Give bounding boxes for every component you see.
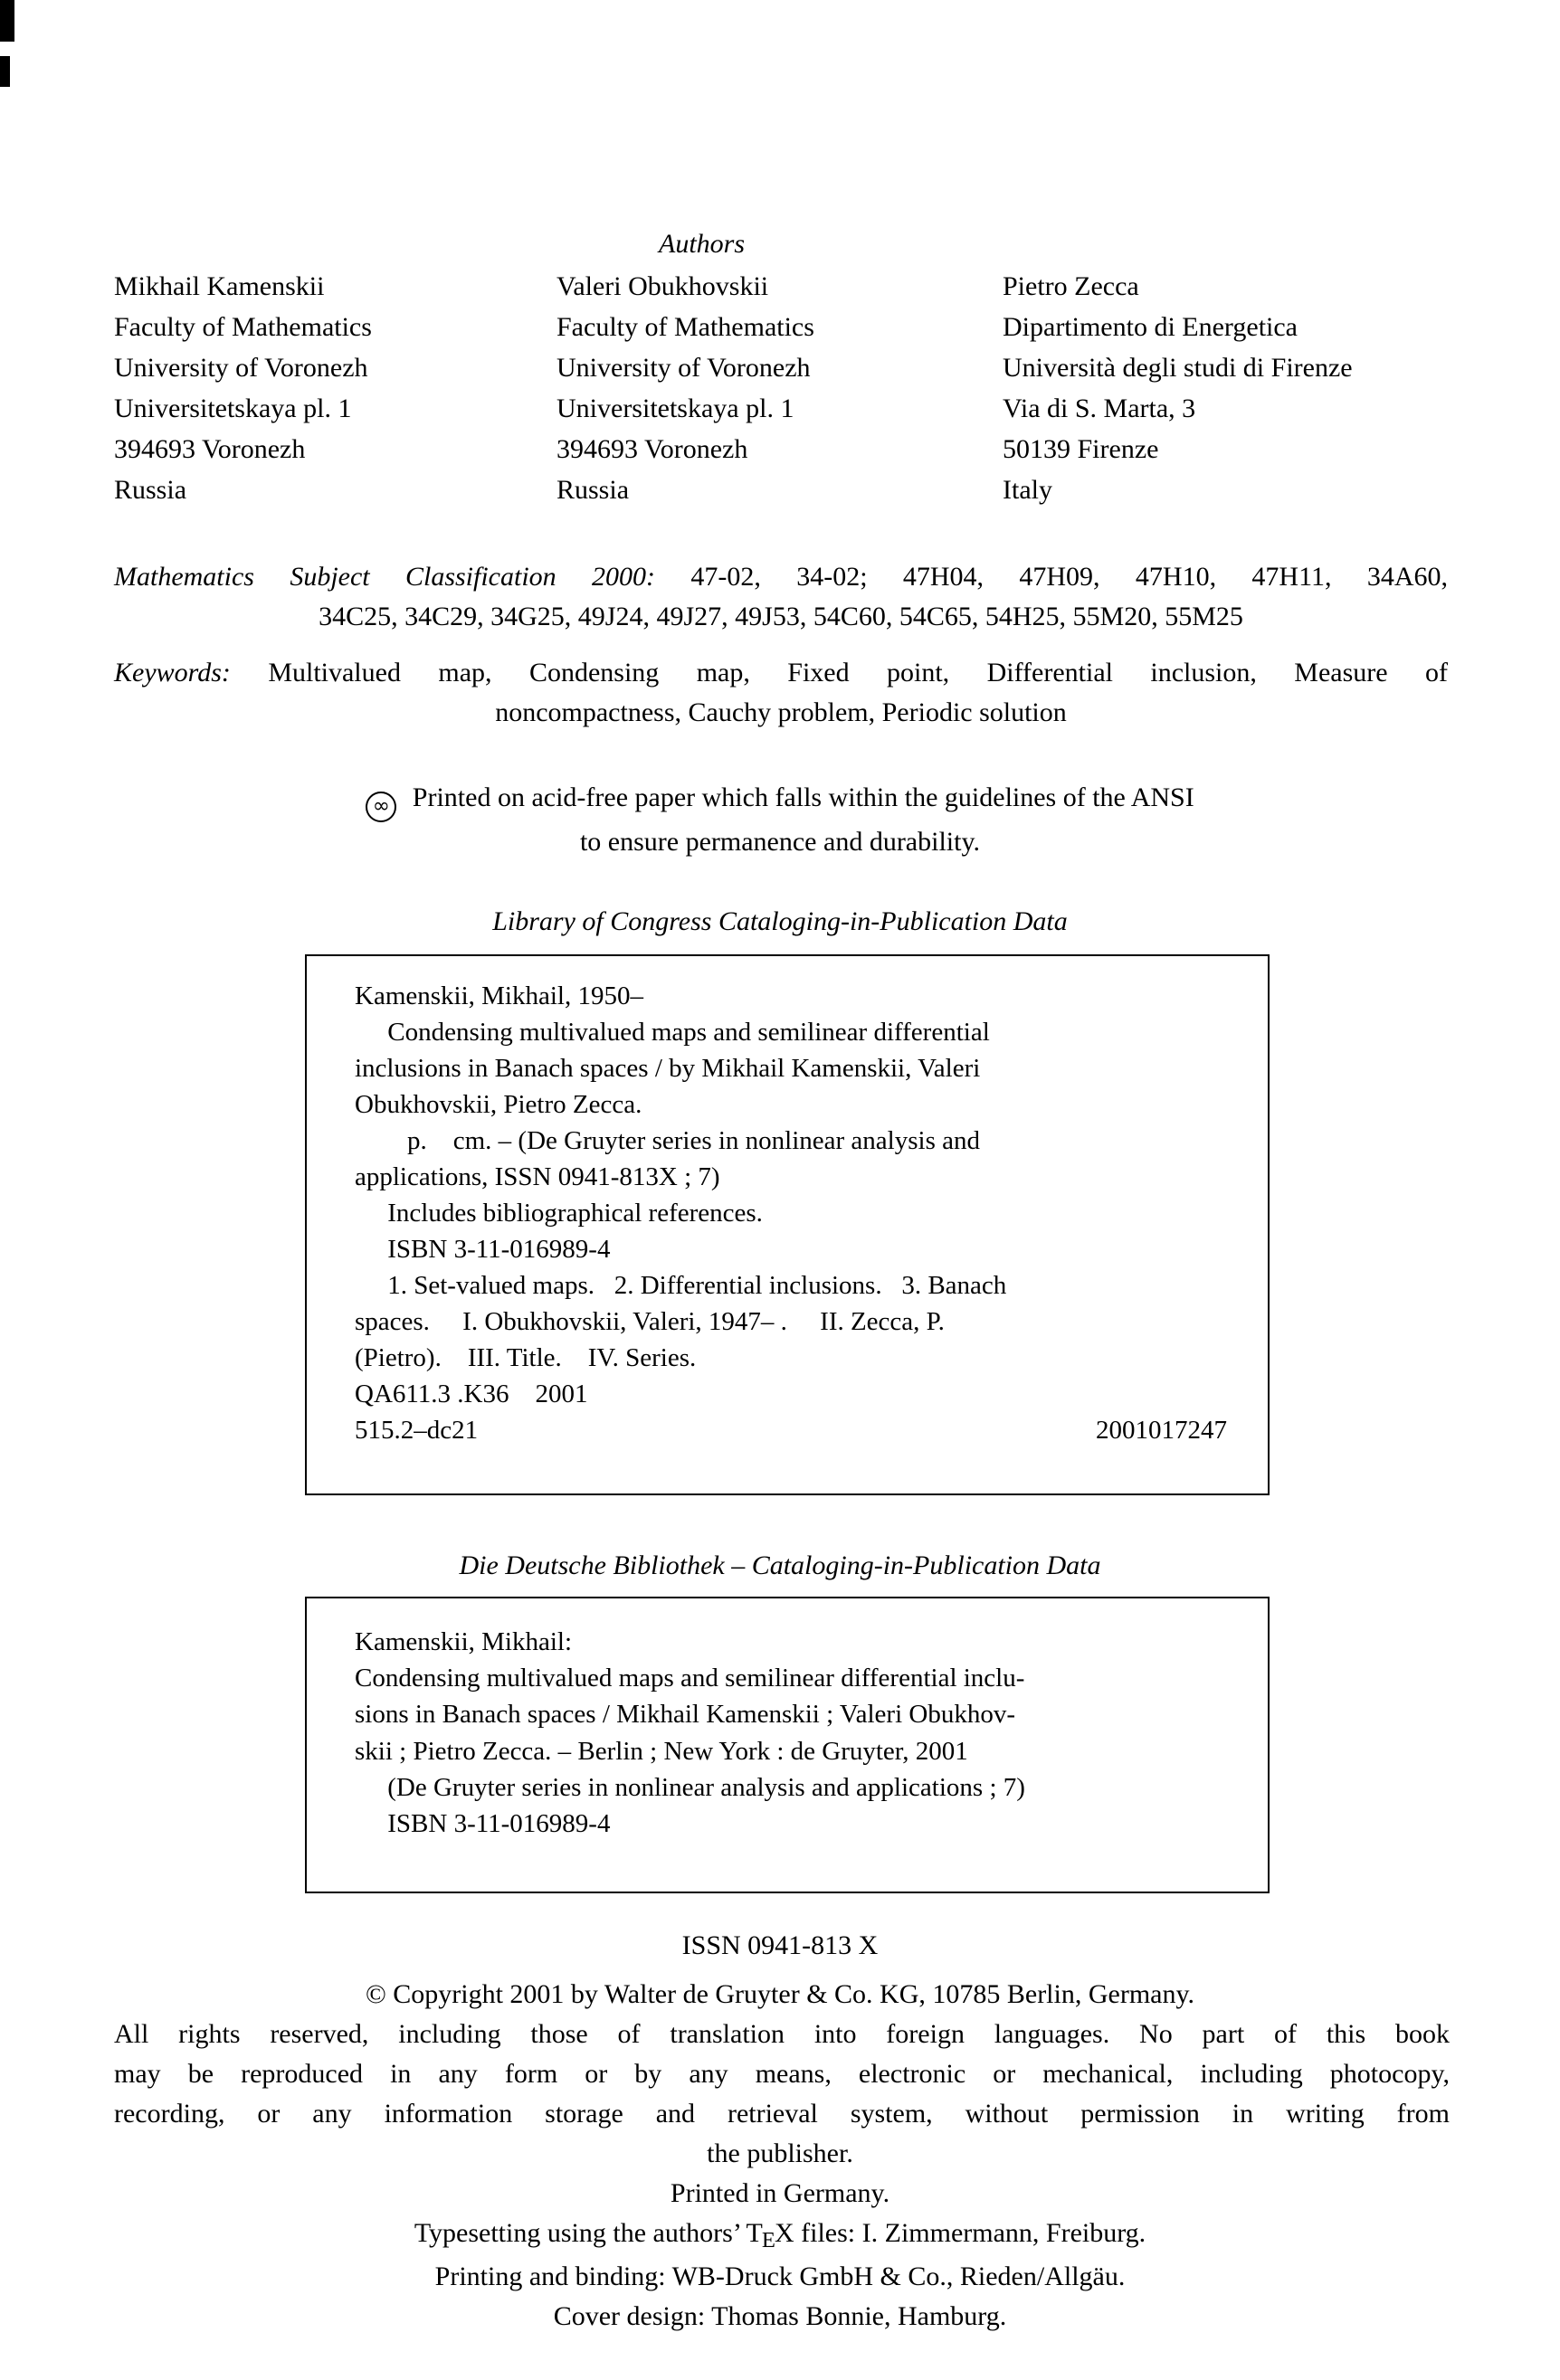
author-line: Universitetskaya pl. 1	[114, 394, 352, 424]
author-line: Dipartimento di Energetica	[1003, 312, 1298, 343]
printing-binding-line: Printing and binding: WB-Druck GmbH & Co., Rieden/Allgäu.	[434, 2261, 1126, 2292]
authors-block	[0, 266, 1560, 510]
author-line: Mikhail Kamenskii	[114, 271, 325, 302]
cip-line: 1. Set-valued maps. 2. Differential inclusions. 3. Banach	[355, 1271, 1007, 1301]
author-line: 394693 Voronezh	[114, 434, 306, 465]
copyright-line: © Copyright 2001 by Walter de Gruyter & Co. KG, 10785 Berlin, Germany.	[365, 1978, 1195, 2009]
author-line: 50139 Firenze	[1003, 434, 1159, 465]
acid-free-notice	[0, 778, 1560, 862]
cip-line: Condensing multivalued maps and semilinear differential inclu-	[355, 1664, 1025, 1693]
cip-line: (De Gruyter series in nonlinear analysis and applications ; 7)	[355, 1772, 1025, 1802]
author-line: 394693 Voronezh	[556, 434, 748, 465]
msc-block	[114, 557, 1448, 637]
cip-line: Obukhovskii, Pietro Zecca.	[355, 1090, 642, 1120]
cip-line	[355, 1412, 1227, 1448]
rights-line: recording, or any information storage and retrieval system, without permission in writing from	[114, 2098, 1450, 2129]
author-line: Universitetskaya pl. 1	[556, 394, 794, 424]
cip-line: ISBN 3-11-016989-4	[355, 1235, 611, 1265]
author-line: Valeri Obukhovskii	[556, 271, 769, 302]
cip-line: p. cm. – (De Gruyter series in nonlinear analysis and	[355, 1126, 980, 1156]
cip-line: Kamenskii, Mikhail:	[355, 1627, 573, 1657]
cip-line: ISBN 3-11-016989-4	[355, 1808, 611, 1838]
rights-line: All rights reserved, including those of translation into foreign languages. No part of this book	[114, 2018, 1450, 2049]
cip-line: spaces. I. Obukhovskii, Valeri, 1947– . II. Zecca, P.	[355, 1307, 945, 1337]
tex-logo-e: E	[761, 2228, 775, 2253]
keywords-label: Keywords:	[114, 658, 231, 688]
msc-label: Mathematics Subject Classification 2000:	[114, 562, 655, 593]
author-line: Russia	[114, 475, 187, 506]
dewey-number: 515.2–dc21	[355, 1416, 479, 1446]
author-line: University of Voronezh	[556, 353, 811, 384]
typesetting-text-2: X files: I. Zimmermann, Freiburg.	[774, 2218, 1146, 2249]
cip-line: sions in Banach spaces / Mikhail Kamenskii ; Valeri Obukhov-	[355, 1700, 1015, 1730]
author-column-obukhovskii	[556, 266, 1003, 510]
imprint-section	[0, 1926, 1560, 2337]
ddb-cip-heading: Die Deutsche Bibliothek – Cataloging-in-Publication Data	[459, 1550, 1101, 1581]
acid-free-line-1	[0, 778, 1560, 822]
author-column-kamenskii	[114, 266, 556, 510]
author-line: Pietro Zecca	[1003, 271, 1139, 302]
keywords-list: Multivalued map, Condensing map, Fixed point, Differential inclusion, Measure of	[268, 658, 1449, 688]
author-line: Faculty of Mathematics	[556, 312, 814, 343]
issn-line: ISSN 0941-813 X	[681, 1930, 879, 1960]
loc-cip-heading: Library of Congress Cataloging-in-Publication Data	[492, 906, 1068, 937]
author-line: University of Voronezh	[114, 353, 368, 384]
cip-line: Includes bibliographical references.	[355, 1199, 763, 1228]
ddb-cip-box	[305, 1597, 1270, 1892]
acid-free-paper-icon: ∞	[366, 792, 396, 822]
keywords-line-2: noncompactness, Cauchy problem, Periodic solution	[495, 697, 1067, 728]
msc-line-2: 34C25, 34C29, 34G25, 49J24, 49J27, 49J53, 54C60, 54C65, 54H25, 55M20, 55M25	[319, 602, 1243, 632]
author-line: Italy	[1003, 475, 1052, 506]
loc-cip-box	[305, 954, 1270, 1495]
cip-line: Condensing multivalued maps and semilinear differential	[355, 1018, 990, 1048]
author-line: Università degli studi di Firenze	[1003, 353, 1353, 384]
msc-codes: 47-02, 34-02; 47H04, 47H09, 47H10, 47H11, 34A60,	[690, 562, 1448, 593]
cip-line: (Pietro). III. Title. IV. Series.	[355, 1343, 697, 1373]
scan-artifact	[0, 56, 10, 87]
lccn-number: 2001017247	[1096, 1416, 1227, 1446]
keywords-line-1	[114, 653, 1448, 693]
acid-free-line-2: to ensure permanence and durability.	[579, 826, 981, 857]
author-line: Faculty of Mathematics	[114, 312, 372, 343]
typesetting-line	[0, 2214, 1560, 2257]
cip-line: inclusions in Banach spaces / by Mikhail Kamenskii, Valeri	[355, 1054, 981, 1084]
cip-line: QA611.3 .K36 2001	[355, 1380, 588, 1409]
author-line: Russia	[556, 475, 630, 506]
cover-design-line: Cover design: Thomas Bonnie, Hamburg.	[553, 2301, 1007, 2332]
cip-line: Kamenskii, Mikhail, 1950–	[355, 981, 643, 1011]
acid-free-text: Printed on acid-free paper which falls within the guidelines of the ANSI	[412, 782, 1194, 813]
cip-line: applications, ISSN 0941-813X ; 7)	[355, 1162, 720, 1192]
printed-in-germany-line: Printed in Germany.	[670, 2178, 890, 2209]
typesetting-text: Typesetting using the authors’ T	[414, 2218, 763, 2249]
cip-line: skii ; Pietro Zecca. – Berlin ; New York : de Gruyter, 2001	[355, 1736, 968, 1766]
rights-line-last: the publisher.	[707, 2138, 853, 2169]
msc-line-1	[114, 557, 1448, 597]
author-line: Via di S. Marta, 3	[1003, 394, 1196, 424]
rights-line: may be reproduced in any form or by any means, electronic or mechanical, including photocopy,	[114, 2058, 1450, 2089]
keywords-block	[114, 653, 1448, 733]
author-column-zecca	[1003, 266, 1506, 510]
scan-artifact	[0, 0, 14, 42]
authors-heading: Authors	[659, 229, 746, 259]
